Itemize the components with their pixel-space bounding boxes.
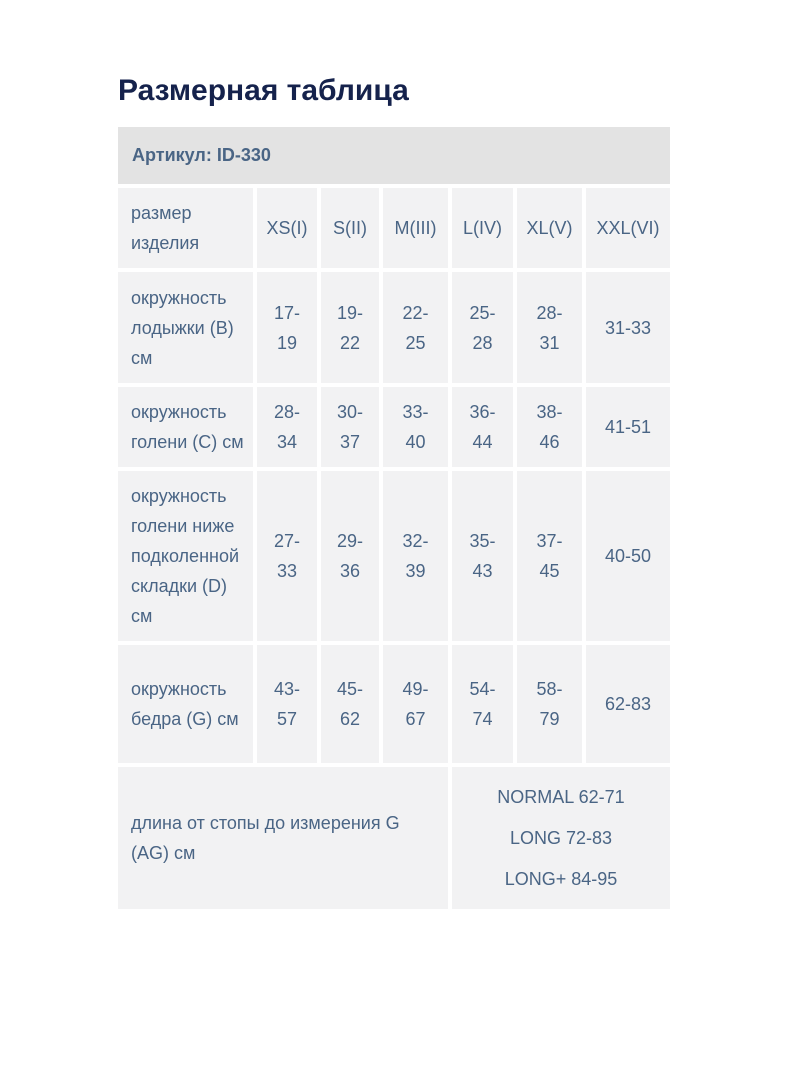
size-value: 28-31 xyxy=(536,302,563,353)
size-value: 32-39 xyxy=(402,531,429,581)
size-header-cell-l: L(IV) xyxy=(450,188,515,270)
size-value-cell xyxy=(381,643,450,765)
size-value: 30-37 xyxy=(336,402,363,452)
size-value: 58-79 xyxy=(536,679,563,729)
product-size-label-cell: размер изделия xyxy=(118,188,255,270)
size-value-cell xyxy=(584,270,670,385)
table-row-length xyxy=(118,765,670,909)
size-header-cell-xs: XS(I) xyxy=(255,188,319,270)
size-value: 27-33 xyxy=(273,531,300,581)
article-label: Артикул: ID-330 xyxy=(132,145,271,165)
size-value: 37-45 xyxy=(536,531,563,581)
length-options-cell xyxy=(450,765,670,909)
size-value-cell xyxy=(255,270,319,385)
size-header-row xyxy=(118,188,670,270)
size-value-cell xyxy=(450,469,515,643)
size-value: 17-19 xyxy=(273,302,300,353)
length-option-long-plus: LONG+ 84-95 xyxy=(504,869,618,889)
size-value-cell xyxy=(450,385,515,469)
size-value-cell xyxy=(381,270,450,385)
size-value-cell xyxy=(515,270,584,385)
measurement-label-cell: окружность лодыжки (B) см xyxy=(118,270,255,385)
size-header-cell-xxl: XXL(VI) xyxy=(584,188,670,270)
size-value: 45-62 xyxy=(336,679,363,729)
size-value: 62-83 xyxy=(604,694,652,714)
size-value-cell xyxy=(255,469,319,643)
table-row-thigh xyxy=(118,643,670,765)
size-value-cell xyxy=(450,643,515,765)
size-value-cell xyxy=(381,469,450,643)
size-value: 19-22 xyxy=(336,302,363,353)
size-value-cell xyxy=(255,643,319,765)
size-value: 28-34 xyxy=(273,402,300,452)
length-option-long: LONG 72-83 xyxy=(509,828,613,848)
measurement-label-cell: окружность бедра (G) см xyxy=(118,643,255,765)
size-value: 22-25 xyxy=(402,302,429,353)
size-value: 35-43 xyxy=(469,531,496,581)
size-header-cell-xl: XL(V) xyxy=(515,188,584,270)
size-value-cell xyxy=(584,643,670,765)
size-value-cell xyxy=(319,385,381,469)
size-value: 29-36 xyxy=(336,531,363,581)
length-label-cell: длина от стопы до измерения G (AG) см xyxy=(118,765,450,909)
size-value: 25-28 xyxy=(469,302,496,353)
article-header-bar xyxy=(118,127,670,184)
size-value-cell xyxy=(515,643,584,765)
table-row-calf xyxy=(118,385,670,469)
page-title: Размерная таблица xyxy=(118,74,409,107)
size-value-cell xyxy=(450,270,515,385)
size-value: 38-46 xyxy=(536,402,563,452)
size-value-cell xyxy=(319,643,381,765)
size-value-cell xyxy=(515,385,584,469)
size-table xyxy=(118,188,670,909)
size-value-cell xyxy=(319,270,381,385)
size-value: 36-44 xyxy=(469,402,496,452)
size-header-cell-s: S(II) xyxy=(319,188,381,270)
size-value-cell xyxy=(381,385,450,469)
length-option-normal: NORMAL 62-71 xyxy=(497,787,625,807)
measurement-label-cell: окружность голени (C) см xyxy=(118,385,255,469)
size-value: 49-67 xyxy=(402,679,429,729)
size-value-cell xyxy=(515,469,584,643)
size-value: 40-50 xyxy=(604,546,652,566)
size-value: 43-57 xyxy=(273,679,300,729)
size-value-cell xyxy=(584,469,670,643)
table-row-ankle xyxy=(118,270,670,385)
size-value: 54-74 xyxy=(469,679,496,729)
size-value-cell xyxy=(255,385,319,469)
size-value-cell xyxy=(319,469,381,643)
size-header-cell-m: M(III) xyxy=(381,188,450,270)
size-value: 31-33 xyxy=(604,317,652,338)
size-value: 33-40 xyxy=(402,402,429,452)
table-row-below-knee xyxy=(118,469,670,643)
size-value-cell xyxy=(584,385,670,469)
size-value: 41-51 xyxy=(604,417,652,437)
measurement-label-cell: окружность голени ниже подколенной складки (D) см xyxy=(118,469,255,643)
